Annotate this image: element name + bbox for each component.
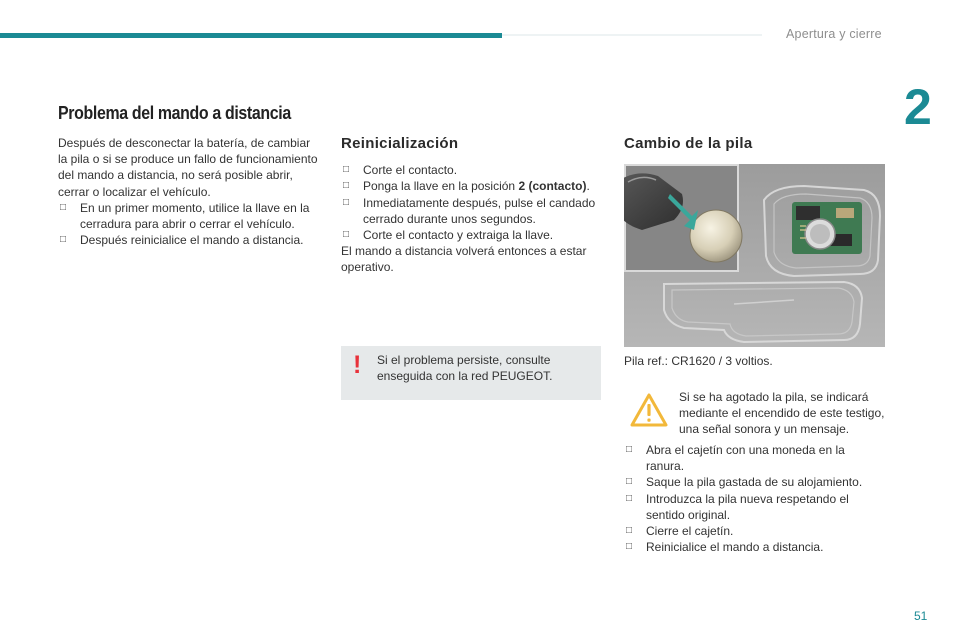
list-item: □ En un primer momento, utilice la llave en la cerradura para abrir o cerrar el vehículo. bbox=[60, 200, 310, 232]
list-item: □ Corte el contacto y extraiga la llave. bbox=[343, 228, 554, 243]
battery-steps bbox=[624, 442, 886, 555]
checkbox-bullet-icon: □ bbox=[343, 180, 350, 192]
checkbox-bullet-icon: □ bbox=[626, 492, 633, 504]
list-item: □ Introduzca la pila nueva respetando el sentido original. bbox=[626, 491, 849, 522]
list-item: □ Cierre el cajetín. bbox=[626, 524, 734, 539]
checkbox-bullet-icon: □ bbox=[626, 541, 633, 553]
battery-note: Si se ha agotado la pila, se indicará mediante el encendido de este testigo, una señal sonora y un mensaje. bbox=[679, 390, 885, 437]
checkbox-bullet-icon: □ bbox=[626, 476, 633, 488]
battery-column bbox=[624, 136, 886, 162]
list-item: □ Corte el contacto. bbox=[343, 163, 458, 178]
checkbox-bullet-icon: □ bbox=[60, 201, 67, 213]
reinit-column bbox=[341, 136, 603, 276]
battery-caption: Pila ref.: CR1620 / 3 voltios. bbox=[624, 354, 773, 368]
checkbox-bullet-icon: □ bbox=[626, 444, 633, 455]
battery-title: Cambio de la pila bbox=[624, 135, 753, 152]
checkbox-bullet-icon: □ bbox=[60, 234, 67, 246]
header-light-bar bbox=[502, 34, 762, 36]
exclamation-icon: ! bbox=[353, 351, 362, 379]
list-item: □ Después reinicialice el mando a distancia. bbox=[60, 233, 304, 248]
chapter-number: 2 bbox=[904, 79, 932, 135]
reinit-result: El mando a distancia volverá entonces a estar operativo. bbox=[341, 244, 587, 275]
list-item: □ Saque la pila gastada de su alojamiento. bbox=[626, 475, 863, 490]
list-item: □ Abra el cajetín con una moneda en la ranura. bbox=[626, 443, 845, 474]
page-title: Problema del mando a distancia bbox=[58, 102, 291, 123]
reinit-title: Reinicialización bbox=[341, 135, 459, 152]
intro-column bbox=[58, 135, 320, 248]
checkbox-bullet-icon: □ bbox=[343, 164, 350, 176]
page-number: 51 bbox=[914, 609, 928, 623]
list-item: □ Reinicialice el mando a distancia. bbox=[626, 540, 824, 555]
header-accent-bar bbox=[0, 33, 502, 38]
remote-battery-photo bbox=[624, 164, 885, 347]
list-item: □ Inmediatamente después, pulse el candado cerrado durante unos segundos. bbox=[343, 195, 596, 226]
checkbox-bullet-icon: □ bbox=[343, 229, 350, 241]
warning-text: Si el problema persiste, consulte enseguida con la red PEUGEOT. bbox=[377, 353, 553, 383]
intro-bullets bbox=[58, 200, 320, 249]
warning-triangle-icon bbox=[630, 393, 668, 427]
checkbox-bullet-icon: □ bbox=[626, 525, 633, 537]
section-name: Apertura y cierre bbox=[786, 27, 882, 41]
intro-text: Después de desconectar la batería, de cambiar la pila o si se produce un fallo de funcionamiento del mando a distancia, no será posible abrir, cerrar o localizar el vehículo. bbox=[58, 136, 318, 199]
list-item: □ Ponga la llave en la posición 2 (contacto). bbox=[343, 179, 590, 194]
reinit-steps bbox=[341, 162, 603, 243]
warning-note bbox=[341, 346, 601, 400]
checkbox-bullet-icon: □ bbox=[343, 196, 350, 208]
